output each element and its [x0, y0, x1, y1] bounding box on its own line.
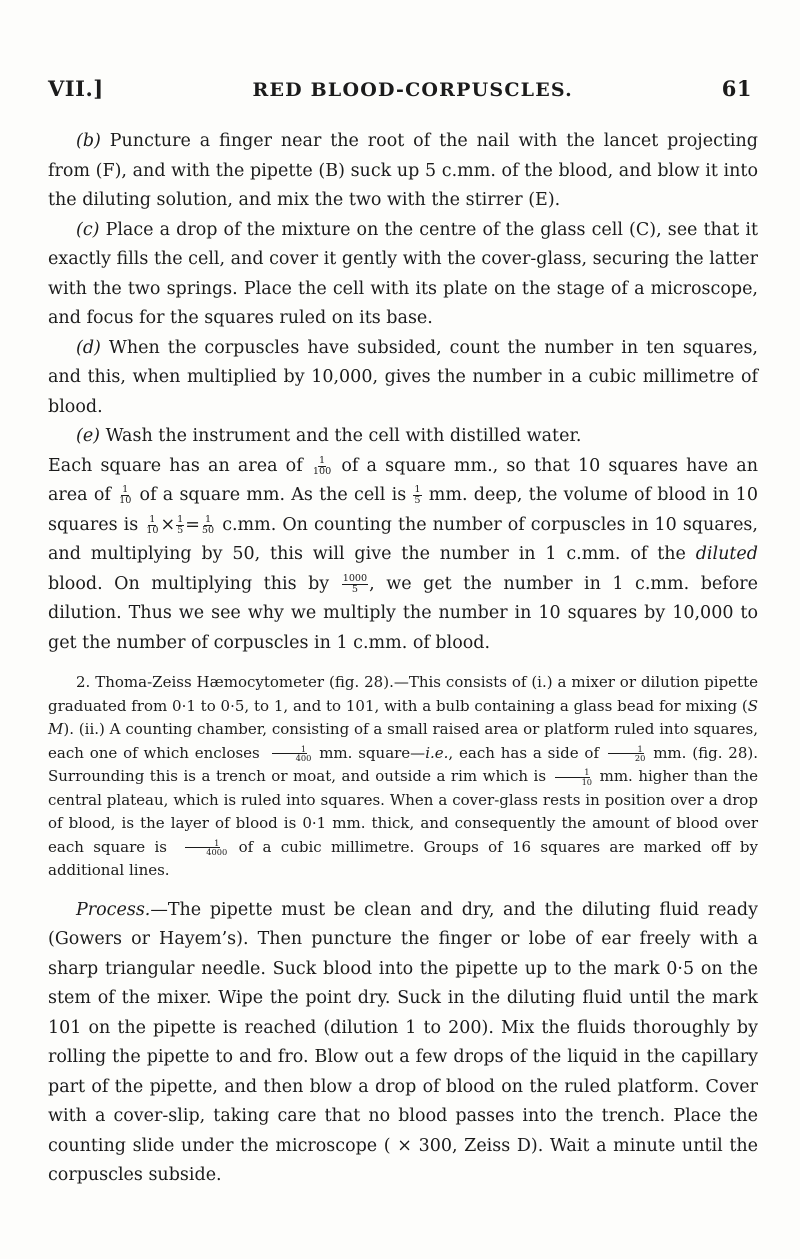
- step-b-label: (b): [76, 131, 101, 151]
- thoma-text-6: mm. higher than the central plateau, which is ruled into squares. When a cover-glass rests in position over a drop of blood, is the layer of blood is 0·1 mm. thick, and consequently the amount of blood over each square is: [48, 767, 758, 856]
- explanation-text-2: of a square mm., so that 10 squares have an area of: [48, 455, 758, 505]
- step-e-paragraph: [48, 422, 758, 452]
- fraction-one-twentieth: $\frac{1}{20}$: [606, 745, 647, 763]
- process-text: —The pipette must be clean and dry, and the diluting fluid ready (Gowers or Hayem’s). Then puncture the finger or lobe of ear freely with a sharp triangular needle. Suck blood into the pipette up to the mark 0·5 on the stem of the mixer. Wipe the point dry. Suck in the diluting fluid until the mark 101 on the pipette is reached (dilution 1 to 200). Mix the fluids thoroughly by rolling the pipette to and fro. Blow out a few drops of the liquid in the capillary part of the pipette, and then blow a drop of blood on the ruled platform. Cover with a cover-slip, taking care that no blood passes into the trench. Place the counting slide under the microscope ( × 300, Zeiss D). Wait a minute until the corpuscles subside.: [48, 899, 758, 1185]
- explanation-text-7: , we get the number in 1 c.mm. before dilution. Thus we see why we multiply the number in 10 squares by 10,000 to get the number of corpuscles in 1 c.mm. of blood.: [48, 573, 758, 653]
- thoma-text-5: mm. (fig. 28). Surrounding this is a trench or moat, and outside a rim which is: [48, 743, 758, 785]
- mixer-abbrev: S M: [48, 696, 758, 738]
- step-e-text: Wash the instrument and the cell with distilled water.: [105, 426, 582, 446]
- fraction-thousand-fifths: $\frac{1000}{5}$: [342, 572, 368, 595]
- times-sign: ×: [160, 514, 176, 535]
- step-e-label: (e): [76, 426, 101, 446]
- explanation-text-4: mm. deep, the volume of blood in 10 squares is: [48, 485, 758, 535]
- running-title: RED BLOOD-CORPUSCLES.: [252, 79, 573, 101]
- process-paragraph: [48, 896, 758, 1191]
- fraction-one-fifth-b: $\frac{1}{5}$: [177, 513, 184, 536]
- thoma-zeiss-heading: 2. Thoma-Zeiss Hæmocytometer (fig. 28).: [76, 673, 394, 691]
- thoma-zeiss-paragraph: [48, 671, 758, 883]
- thoma-text-7: of a cubic millimetre. Groups of 16 squares are marked off by additional lines.: [48, 837, 758, 879]
- step-b-text: Puncture a finger near the root of the nail with the lancet projecting from (F), and with the pipette (B) suck up 5 c.mm. of the blood, and blow it into the diluting solution, and mix the two with the stirrer (E).: [48, 131, 758, 210]
- chapter-number: VII.]: [48, 76, 104, 101]
- step-c-paragraph: [48, 216, 758, 334]
- step-d-paragraph: [48, 334, 758, 423]
- ie-abbrev: i.e.: [425, 743, 449, 762]
- fraction-one-fifth: $\frac{1}{5}$: [414, 484, 421, 506]
- page-body: [48, 127, 758, 1191]
- fraction-one-tenth-c: $\frac{1}{10}$: [553, 768, 594, 786]
- explanation-text-5: c.mm. On counting the number of corpuscles in 10 squares, and multiplying by 50, this will give the number in 1 c.mm. of the: [48, 514, 758, 564]
- diluted-word: diluted: [695, 544, 758, 564]
- process-heading: Process.: [76, 899, 151, 920]
- fraction-one-tenth-b: $\frac{1}{10}$: [146, 513, 159, 536]
- explanation-paragraph: [48, 452, 758, 659]
- explanation-text-3: of a square mm. As the cell is: [139, 485, 407, 505]
- fraction-one-400th: $\frac{1}{400}$: [267, 745, 313, 763]
- fraction-one-fiftieth: $\frac{1}{50}$: [201, 513, 215, 536]
- step-c-label: (c): [76, 219, 100, 240]
- running-header: [48, 76, 752, 101]
- step-d-label: (d): [76, 337, 101, 358]
- explanation-text-6: blood. On multiplying this by: [48, 573, 330, 594]
- thoma-text-3: mm. square—: [319, 743, 426, 762]
- thoma-text-1: —This consists of (i.) a mixer or dilution pipette graduated from 0·1 to 0·5, to 1, and to 101, with a bulb containing a glass bead for mixing (: [48, 673, 758, 715]
- fraction-one-tenth: $\frac{1}{10}$: [119, 484, 132, 506]
- equals-sign: =: [185, 514, 200, 535]
- fraction-one-hundredth: $\frac{1}{100}$: [312, 454, 332, 477]
- step-b-paragraph: [48, 127, 758, 216]
- step-c-text: Place a drop of the mixture on the centre of the glass cell (C), see that it exactly fills the cell, and cover it gently with the cover-glass, securing the latter with the two springs. Place the cell with its plate on the stage of a microscope, and focus for the squares ruled on its base.: [48, 219, 759, 328]
- thoma-text-2: ). (ii.) A counting chamber, consisting of a small raised area or platform ruled into squares, each one of which encloses: [48, 720, 758, 762]
- fraction-one-4000th: $\frac{1}{4000}$: [177, 839, 228, 857]
- step-d-text: When the corpuscles have subsided, count the number in ten squares, and this, when multiplied by 10,000, gives the number in a cubic millimetre of blood.: [48, 337, 758, 417]
- explanation-text-1: Each square has an area of: [48, 455, 303, 476]
- page-number: 61: [721, 76, 752, 101]
- thoma-text-4: , each has a side of: [448, 743, 599, 762]
